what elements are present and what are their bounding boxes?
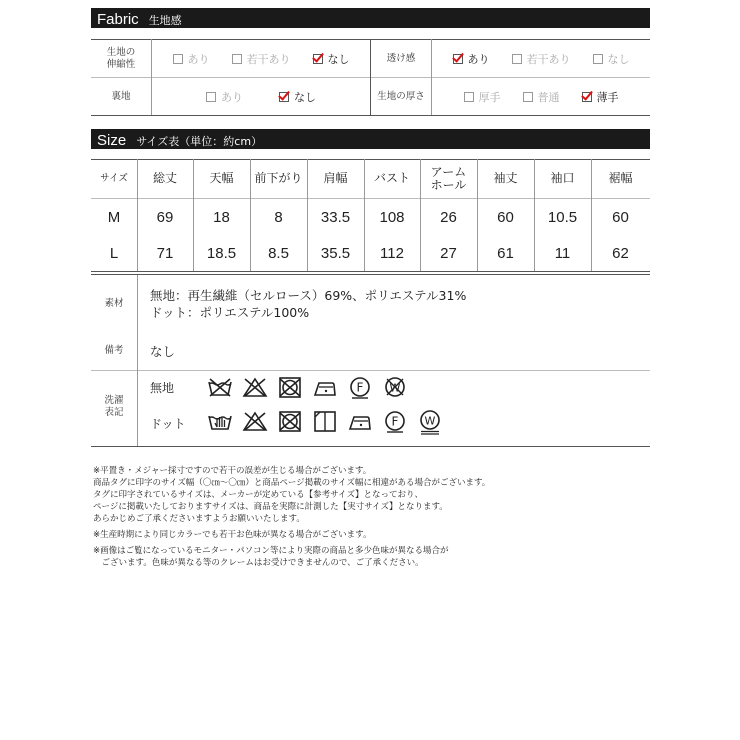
size-cell: 11 <box>554 244 571 262</box>
divider <box>91 271 650 272</box>
option-stretch-slight[interactable]: 若干あり <box>232 51 291 67</box>
checkbox-icon <box>206 92 216 102</box>
checkbox-checked-icon <box>453 54 463 64</box>
option-lining-none[interactable]: なし <box>279 89 316 105</box>
checkbox-icon <box>523 92 533 102</box>
option-thickness-thick[interactable]: 厚手 <box>464 89 501 105</box>
svg-text:W: W <box>424 414 436 428</box>
option-lining-yes[interactable]: あり <box>206 89 243 105</box>
checkbox-checked-icon <box>582 92 592 102</box>
size-cell: 71 <box>156 244 174 262</box>
divider <box>91 446 650 447</box>
no-tumble-dry-icon <box>277 410 303 436</box>
no-bleach-icon <box>242 376 268 402</box>
size-cell: 69 <box>156 208 174 226</box>
care-icons-plain <box>207 376 417 402</box>
size-cell: 10.5 <box>547 208 578 226</box>
size-cell: 112 <box>380 244 404 262</box>
option-sheer-yes[interactable]: あり <box>453 51 490 67</box>
checkbox-checked-icon <box>279 92 289 102</box>
size-column-header: 前下がり <box>254 171 303 186</box>
size-cell: 26 <box>440 208 457 226</box>
remarks-label: 備考 <box>104 345 124 357</box>
divider <box>91 370 650 371</box>
checkbox-icon <box>464 92 474 102</box>
checkbox-icon <box>232 54 242 64</box>
remarks-value: なし <box>150 344 176 359</box>
size-cell: 60 <box>612 208 629 226</box>
size-header-label: サイズ <box>100 172 128 184</box>
note-line: ※平置き・メジャー採寸ですので若干の誤差が生じる場合がございます。 <box>93 466 372 476</box>
thickness-label: 生地の厚さ <box>377 90 425 102</box>
note-line: ※画像はご覧になっているモニター・パソコン等により実際の商品と多少色味が異なる場合が <box>93 546 449 556</box>
material-line-plain: 無地：再生繊維（セルロース）69%、ポリエステル31% <box>150 288 467 303</box>
size-subtitle: サイズ表（単位：約cm） <box>136 135 263 148</box>
size-column-header: 天幅 <box>209 171 234 186</box>
divider <box>91 115 650 116</box>
checkbox-checked-icon <box>313 54 323 64</box>
note-line: ページに掲載いたしておりますサイズは、商品を実際に計測した【実寸サイズ】となります。 <box>93 502 448 512</box>
no-wet-clean-icon <box>382 376 408 402</box>
material-label: 素材 <box>104 298 124 310</box>
no-tumble-dry-icon <box>277 376 303 402</box>
sheerness-label: 透け感 <box>386 52 416 64</box>
checkbox-icon <box>173 54 183 64</box>
divider <box>137 275 138 446</box>
size-column-header: バスト <box>373 171 410 186</box>
svg-text:F: F <box>356 380 364 395</box>
line-dry-shade-icon <box>312 410 338 436</box>
size-cell: 33.5 <box>320 208 351 226</box>
option-stretch-yes[interactable]: あり <box>173 51 210 67</box>
size-header-bar <box>91 129 650 149</box>
care-icons-dot <box>207 410 452 436</box>
fabric-subtitle: 生地感 <box>148 14 182 27</box>
note-line: あらかじめご了承くださいますようお願いいたします。 <box>93 514 305 524</box>
sheerness-options <box>432 40 650 77</box>
option-sheer-none[interactable]: なし <box>593 51 630 67</box>
checkbox-icon <box>512 54 522 64</box>
size-cell: 62 <box>612 244 629 262</box>
option-thickness-normal[interactable]: 普通 <box>523 89 560 105</box>
size-cell: 60 <box>497 208 514 226</box>
size-column-header: 肩幅 <box>323 171 348 186</box>
option-sheer-slight[interactable]: 若干あり <box>512 51 571 67</box>
care-label: 洗濯 表記 <box>104 395 124 418</box>
size-cell: 61 <box>497 244 514 262</box>
no-wash-icon <box>207 376 233 402</box>
size-cell: 35.5 <box>320 244 351 262</box>
lining-options <box>152 78 370 115</box>
fabric-header-bar <box>91 8 650 28</box>
lining-label: 裏地 <box>111 90 131 102</box>
stretch-options <box>152 40 370 77</box>
size-row-label: M <box>107 208 121 226</box>
note-line: ※生産時期により同じカラーでも若干お色味が異なる場合がございます。 <box>93 530 372 540</box>
hand-wash-icon <box>207 410 233 436</box>
size-cell: 8.5 <box>268 244 289 262</box>
size-row-label: L <box>109 244 119 262</box>
care-row-dot-name: ドット <box>150 417 186 431</box>
size-title: Size <box>97 132 127 149</box>
wet-clean-gentle-icon <box>417 410 443 436</box>
size-column-header: 袖丈 <box>493 171 518 186</box>
size-column-header: 総丈 <box>152 171 177 186</box>
no-bleach-icon <box>242 410 268 436</box>
checkbox-icon <box>593 54 603 64</box>
note-line: ございます。色味が異なる等のクレームはお受けできませんので、ご了承ください。 <box>93 558 424 568</box>
size-column-header: 裾幅 <box>608 171 633 186</box>
material-line-dot: ドット：ポリエステル100% <box>150 305 310 320</box>
iron-low-icon <box>347 410 373 436</box>
size-cell: 18.5 <box>206 244 237 262</box>
dry-clean-f-icon <box>382 410 408 436</box>
divider <box>91 274 650 275</box>
option-thickness-thin[interactable]: 薄手 <box>582 89 619 105</box>
size-column-header: 袖口 <box>550 171 575 186</box>
size-cell: 108 <box>379 208 405 226</box>
size-cell: 18 <box>213 208 230 226</box>
option-stretch-none[interactable]: なし <box>313 51 350 67</box>
thickness-options <box>432 78 650 115</box>
iron-low-icon <box>312 376 338 402</box>
care-row-plain-name: 無地 <box>150 381 175 395</box>
note-line: 商品タグに印字のサイズ幅（〇㎝〜〇㎝）と商品ページ掲載のサイズ幅に相違がある場合がございます。 <box>93 478 491 488</box>
note-line: タグに印字されているサイズは、メーカーが定めている【参考サイズ】となっており、 <box>93 490 423 500</box>
dry-clean-f-icon <box>347 376 373 402</box>
svg-text:W: W <box>389 381 401 395</box>
svg-text:F: F <box>391 414 399 429</box>
size-cell: 8 <box>274 208 283 226</box>
size-cell: 27 <box>440 244 457 262</box>
fabric-title: Fabric <box>97 11 139 28</box>
stretch-label: 生地の 伸縮性 <box>106 46 136 70</box>
size-column-header: アーム ホール <box>430 164 467 192</box>
